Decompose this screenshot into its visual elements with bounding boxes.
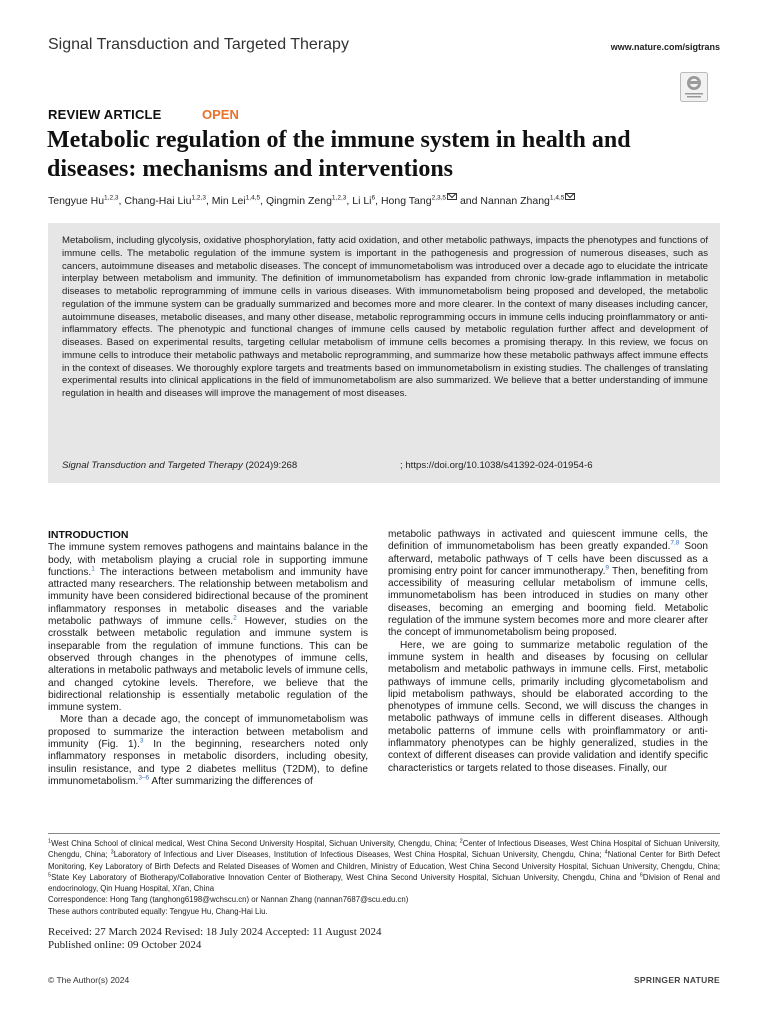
affiliations — [48, 838, 720, 894]
journal-name: Signal Transduction and Targeted Therapy — [48, 36, 349, 53]
doi-link[interactable]: ; https://doi.org/10.1038/s41392-024-01954-6 — [400, 460, 593, 471]
author-list: Tengyue Hu$^{1,2,3}$, Chang-Hai Liu$^{1,2,3}$, Min Lei$^{1,4,5}$, Qingmin Zeng$^{1,2,3}$, Li Li$^6$, Hong Tang$^{2,3,5}$ and Nannan Zhang$^{1,4,5}$ — [48, 193, 728, 207]
author-name[interactable]: Hong Tang — [380, 195, 432, 207]
author-name[interactable]: Nannan Zhang — [480, 195, 550, 207]
body-paragraph — [388, 640, 708, 775]
author-name[interactable]: Tengyue Hu — [48, 195, 105, 207]
text-run: Soon afterward, metabolic pathways of T cells have been discussed as a promising entry point for cancer immunotherapy. — [388, 541, 708, 577]
reference-marker[interactable]: 4 — [604, 849, 608, 856]
article-title — [47, 126, 727, 184]
article-dates — [48, 926, 382, 952]
author-name[interactable]: Qingmin Zeng — [265, 195, 332, 207]
publisher-logo: SPRINGER NATURE — [633, 975, 720, 985]
text-run: State Key Laboratory of Biotherapy/Collaborative Innovation Center of Biotherapy, West China Second University Hospital, Sichuan University, Chengdu, China and — [51, 872, 640, 882]
reference-marker[interactable]: 2 — [233, 614, 237, 622]
body-paragraph — [48, 542, 368, 714]
author-conjunction: and — [459, 195, 478, 207]
copyright: © The Author(s) 2024 — [48, 975, 130, 985]
author-affiliation: 2,3,5 — [431, 194, 447, 202]
text-run: However, studies on the crosstalk between metabolic regulation and immune system is inseparable from the regulation of immune functions. This can be observed through changes in the phenotypes of immune cells, alterations in metabolic pathways and metabolic levels of immune cells, and changed cytokine levels. Therefore, we believe that the bidirectional relationship is essentially metabolic regulation of the immune system. — [48, 616, 368, 714]
text-run: More than a decade ago, the concept of immunometabolism was proposed to summarize the interaction between metabolism and immunity (Fig. 1). — [48, 714, 368, 751]
reference-marker[interactable]: 6 — [639, 872, 643, 879]
text-run: metabolic pathways in activated and quiescent immune cells, the definition of immunometabolism has been greatly expanded. — [388, 529, 708, 553]
left-column — [48, 529, 368, 788]
reference-marker[interactable]: 9 — [605, 564, 610, 572]
text-run: West China School of clinical medical, West China Second University Hospital, Sichuan University, Chengdu, China; — [51, 839, 460, 848]
citation-journal: Signal Transduction and Targeted Therapy — [62, 460, 243, 471]
text-run: Division of Renal and endocrinology, Qin Huang Hospital, Xi'an, China — [48, 872, 721, 894]
equal-contribution: These authors contributed equally: Tengyue Hu, Chang-Hai Liu. — [48, 906, 268, 916]
citation-volume: (2024)9:268 — [242, 460, 298, 471]
abstract-text: Metabolism, including glycolysis, oxidative phosphorylation, fatty acid oxidation, and other metabolic pathways, impacts the phenotypes and functions of immune cells. The metabolic regulation of the immune system is important in the pathogenesis and progression of numerous diseases, such as cancers, autoimmune diseases and metabolic diseases. The concept of immunometabolism was introduced over a decade ago to elucidate the intricate interplay between metabolism and immunity. The definition of immunometabolism has expanded from chronic low-grade inflammation in metabolic diseases to metabolic reprogramming of immune cells in various diseases. With immunometabolism being proposed and developed, the metabolic regulation of the immune system can be gradually summarized and becomes more and more clearer. In the context of many diseases including cancer, autoimmune diseases, metabolic diseases, and many other disease, metabolic reprogramming occurs in immune cells inducing proinflammatory or anti-inflammatory effects. The phenotypic and functional changes of immune cells caused by metabolic regulation further affect and development of diseases. Based on experimental results, targeting cellular metabolism of immune cells becomes a promising therapy. In this review, we focus on immune cells to introduce their metabolic pathways and metabolic reprogramming, and summarize how these metabolic pathways affect immune effects in the context of diseases. We thoroughly explore targets and treatments based on immunometabolism in existing studies. The challenges of translating experimental results into clinical applications in the field of immunometabolism are also summarized. We believe that a better understanding of immune regulation in health and diseases will improve the management of most diseases. — [62, 235, 708, 399]
title-line-2: diseases: mechanisms and interventions — [47, 156, 454, 182]
author-name[interactable]: Min Lei — [211, 195, 246, 207]
section-heading: INTRODUCTION — [48, 529, 129, 541]
text-run: Laboratory of Infectious and Liver Diseases, Institution of Infectious Diseases, West China Hospital, Sichuan University, Chengdu, China; — [113, 850, 605, 860]
reference-marker[interactable]: 5 — [48, 872, 52, 879]
correspondence: Correspondence: Hong Tang (tanghong6198@wchscu.cn) or Nannan Zhang (nannan7687@scu.edu.cn) — [48, 895, 409, 905]
text-run: The immune system removes pathogens and maintains balance in the body, with metabolism playing a crucial role in supporting immune functions. — [48, 542, 368, 578]
citation — [62, 460, 297, 471]
body-paragraph — [388, 529, 708, 640]
reference-marker[interactable]: 2 — [459, 838, 463, 845]
received-revised-accepted: Received: 27 March 2024 Revised: 18 July 2024 Accepted: 11 August 2024 — [48, 926, 382, 938]
reference-marker[interactable]: 7,8 — [670, 539, 680, 547]
text-run: National Center for Birth Defect Monitoring, Key Laboratory of Birth Defects and Related Diseases of Women and Children, Ministry of Education, West China Second University Hospital, Sichuan University, Chengdu, China; — [48, 850, 720, 871]
text-run: After summarizing the differences of — [149, 775, 313, 787]
reference-marker[interactable]: 3 — [110, 849, 114, 856]
text-run: The interactions between metabolism and immunity have attracted many researchers. The relationship between metabolism and immunity have been considered bidirectional because of the prominent inflammatory responses in metabolic diseases and the variable metabolic pathways of immune cells. — [48, 566, 368, 628]
reference-marker[interactable]: 3–6 — [138, 774, 150, 782]
text-run: Here, we are going to summarize metabolic regulation of the immune system in health and diseases by focusing on cellular metabolism and metabolic pathways in immune cells. First, metabolic pathways of immune cells, primarily including glycometabolism and lipid metabolism pathways, should be elaborated according to the phenotypes of immune cells. Second, we will discuss the changes in metabolic pathways of immune cells in different diseases. Although metabolic patterns of immune cells with proinflammatory or anti-inflammatory phenotypes can be highly generalized, studies in the context of different diseases can provide validation and identify specific characteristics or targets related to those diseases. Finally, our — [388, 639, 708, 774]
check-for-updates-icon[interactable] — [680, 72, 708, 102]
author-affiliation: 1,2,3 — [191, 194, 206, 202]
footnote-divider — [48, 833, 720, 834]
author-affiliation: 1,4,5 — [245, 194, 261, 202]
text-run: Center of Infectious Diseases, West China Hospital of Sichuan University, Chengdu, China; — [48, 839, 720, 860]
reference-marker[interactable]: 1 — [48, 838, 52, 845]
reference-marker[interactable]: 1 — [91, 565, 95, 573]
open-access-label: OPEN — [202, 107, 239, 122]
email-icon[interactable] — [565, 193, 575, 200]
text-run: Then, benefiting from accessibility of measuring cellular metabolism of immune cells, immunometabolism has been introduced in studies on many other diseases, becoming an emerging and booming field. Metabolic regulation of the immune system becomes more and more clearer after the concept of immunometabolism being proposed. — [388, 565, 708, 639]
abstract-box — [48, 223, 720, 483]
reference-marker[interactable]: 3 — [139, 737, 144, 745]
author-affiliation: 1,2,3 — [104, 194, 119, 202]
article-type: REVIEW ARTICLE — [48, 107, 162, 122]
right-column — [388, 529, 708, 775]
footnotes — [48, 838, 720, 917]
author-affiliation: 1,2,3 — [331, 194, 347, 202]
author-affiliation: 1,4,5 — [549, 194, 565, 202]
author-name[interactable]: Chang-Hai Liu — [124, 195, 192, 207]
title-line-1: Metabolic regulation of the immune system in health and — [47, 127, 631, 153]
text-run: In the beginning, researchers noted only inflammatory responses in metabolic disorders, including obesity, insulin resistance, and type 2 diabetes mellitus (T2DM), to define immunometabolism. — [48, 739, 368, 787]
journal-url-link[interactable]: www.nature.com/sigtrans — [610, 42, 720, 52]
author-affiliation: 6 — [371, 194, 376, 202]
author-name[interactable]: Li Li — [352, 195, 372, 207]
body-paragraph — [48, 714, 368, 788]
published-online: Published online: 09 October 2024 — [48, 939, 202, 951]
email-icon[interactable] — [447, 193, 457, 200]
